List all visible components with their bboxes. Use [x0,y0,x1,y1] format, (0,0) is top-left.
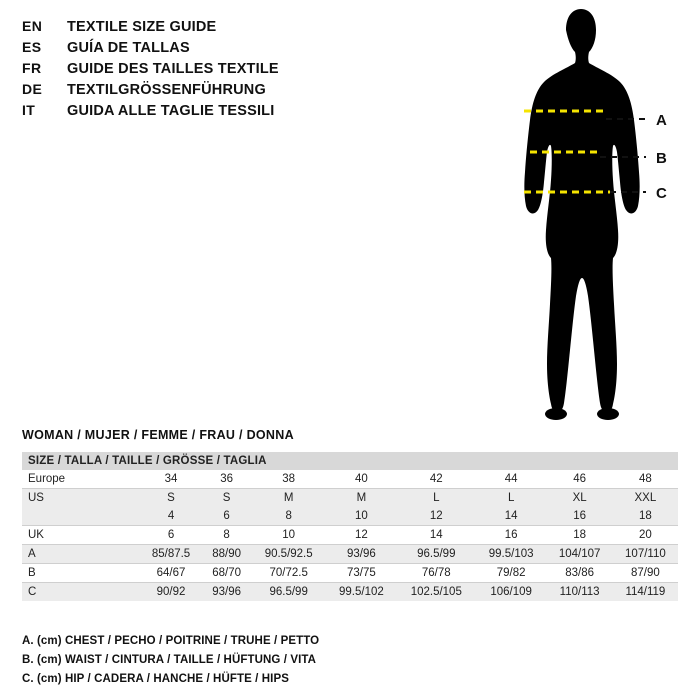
cell-c-6: 110/113 [559,586,600,598]
language-title-en: TEXTILE SIZE GUIDE [67,19,217,35]
cell-uk-2: 10 [251,526,326,545]
measurement-legend [22,632,622,689]
cell-usnum-6: 16 [546,507,612,526]
row-label-c: C [28,586,37,598]
table-row-europe [22,470,678,489]
cell-uk-4: 14 [397,526,476,545]
cell-uk-1: 8 [202,526,251,545]
row-label-us-numeric [22,507,140,526]
cell-europe-3: 40 [326,470,397,489]
language-row-de [22,81,442,102]
cell-b-7: 87/90 [613,564,678,583]
cell-europe-1: 36 [202,470,251,489]
language-code-es: ES [22,39,42,55]
female-silhouette-figure [460,0,700,430]
language-code-fr: FR [22,60,42,76]
cell-a-1: 88/90 [202,545,251,564]
cell-a-5: 99.5/103 [476,545,547,564]
cell-us-1: S [222,492,231,504]
cell-b-1: 68/70 [202,564,251,583]
cell-b-2: 70/72.5 [251,564,326,583]
section-title: WOMAN / MUJER / FEMME / FRAU / DONNA [22,428,294,442]
language-code-it: IT [22,102,36,118]
cell-usnum-3: 10 [326,507,397,526]
cell-uk-7: 20 [613,526,678,545]
cell-a-0: 85/87.5 [140,545,202,564]
table-row-uk [22,526,678,545]
cell-usnum-4: 12 [397,507,476,526]
cell-us-0: S [167,492,175,504]
cell-us-2: M [283,492,294,504]
language-row-fr [22,60,442,81]
cell-us-5: L [507,492,515,504]
size-table [22,452,678,601]
language-title-list [22,18,442,123]
language-row-en [22,18,442,39]
cell-usnum-7: 18 [613,507,678,526]
cell-us-7: XXL [634,492,657,504]
legend-row-a: A. (cm) CHEST / PECHO / POITRINE / TRUHE / PETTO [22,635,320,647]
cell-b-6: 83/86 [546,564,612,583]
cell-uk-5: 16 [476,526,547,545]
cell-b-0: 64/67 [140,564,202,583]
cell-usnum-0: 4 [140,507,202,526]
language-row-es [22,39,442,60]
cell-uk-6: 18 [546,526,612,545]
cell-a-7: 107/110 [613,545,678,564]
cell-c-2: 96.5/99 [269,586,308,598]
language-title-de: TEXTILGRÖSSENFÜHRUNG [67,82,266,98]
marker-label-c: C [656,185,667,202]
row-label-a: A [22,545,140,564]
cell-c-3: 99.5/102 [339,586,384,598]
row-label-uk: UK [22,526,140,545]
language-code-en: EN [22,18,43,34]
cell-europe-5: 44 [476,470,547,489]
table-row-a [22,545,678,564]
cell-c-1: 93/96 [212,586,242,598]
language-title-es: GUÍA DE TALLAS [67,40,190,56]
cell-c-7: 114/119 [625,586,666,598]
cell-usnum-1: 6 [202,507,251,526]
cell-us-6: XL [572,492,587,504]
silhouette-svg [460,0,700,430]
row-label-b: B [22,564,140,583]
cell-c-4: 102.5/105 [410,586,462,598]
cell-a-3: 93/96 [326,545,397,564]
table-row-c [22,583,678,602]
cell-usnum-2: 8 [251,507,326,526]
left-foot-shape [545,408,567,420]
marker-label-b: B [656,150,667,167]
cell-europe-2: 38 [251,470,326,489]
table-row-us-numeric [22,507,678,526]
cell-b-3: 73/75 [326,564,397,583]
table-header-row [22,452,678,470]
right-foot-shape [597,408,619,420]
cell-b-4: 76/78 [397,564,476,583]
cell-us-4: L [433,492,440,504]
woman-silhouette-shape [524,9,639,412]
table-row-us [22,489,678,508]
language-title-fr: GUIDE DES TAILLES TEXTILE [67,61,279,77]
language-title-it: GUIDA ALLE TAGLIE TESSILI [67,103,275,119]
legend-row-c: C. (cm) HIP / CADERA / HANCHE / HÜFTE / HIPS [22,673,290,685]
row-label-us: US [28,492,44,504]
cell-usnum-5: 14 [476,507,547,526]
row-label-europe: Europe [22,470,140,489]
cell-a-6: 104/107 [546,545,612,564]
language-code-de: DE [22,81,43,97]
cell-b-5: 79/82 [476,564,547,583]
language-row-it [22,102,442,123]
cell-europe-7: 48 [613,470,678,489]
cell-a-4: 96.5/99 [397,545,476,564]
cell-uk-0: 6 [140,526,202,545]
marker-label-a: A [656,112,667,129]
cell-c-5: 106/109 [490,586,532,598]
cell-europe-4: 42 [397,470,476,489]
table-row-b [22,564,678,583]
cell-europe-6: 46 [546,470,612,489]
cell-europe-0: 34 [140,470,202,489]
cell-a-2: 90.5/92.5 [251,545,326,564]
cell-us-3: M [356,492,367,504]
legend-row-b: B. (cm) WAIST / CINTURA / TAILLE / HÜFTUNG / VITA [22,654,317,666]
table-header-label: SIZE / TALLA / TAILLE / GRÖSSE / TAGLIA [28,455,267,467]
cell-uk-3: 12 [326,526,397,545]
cell-c-0: 90/92 [156,586,186,598]
